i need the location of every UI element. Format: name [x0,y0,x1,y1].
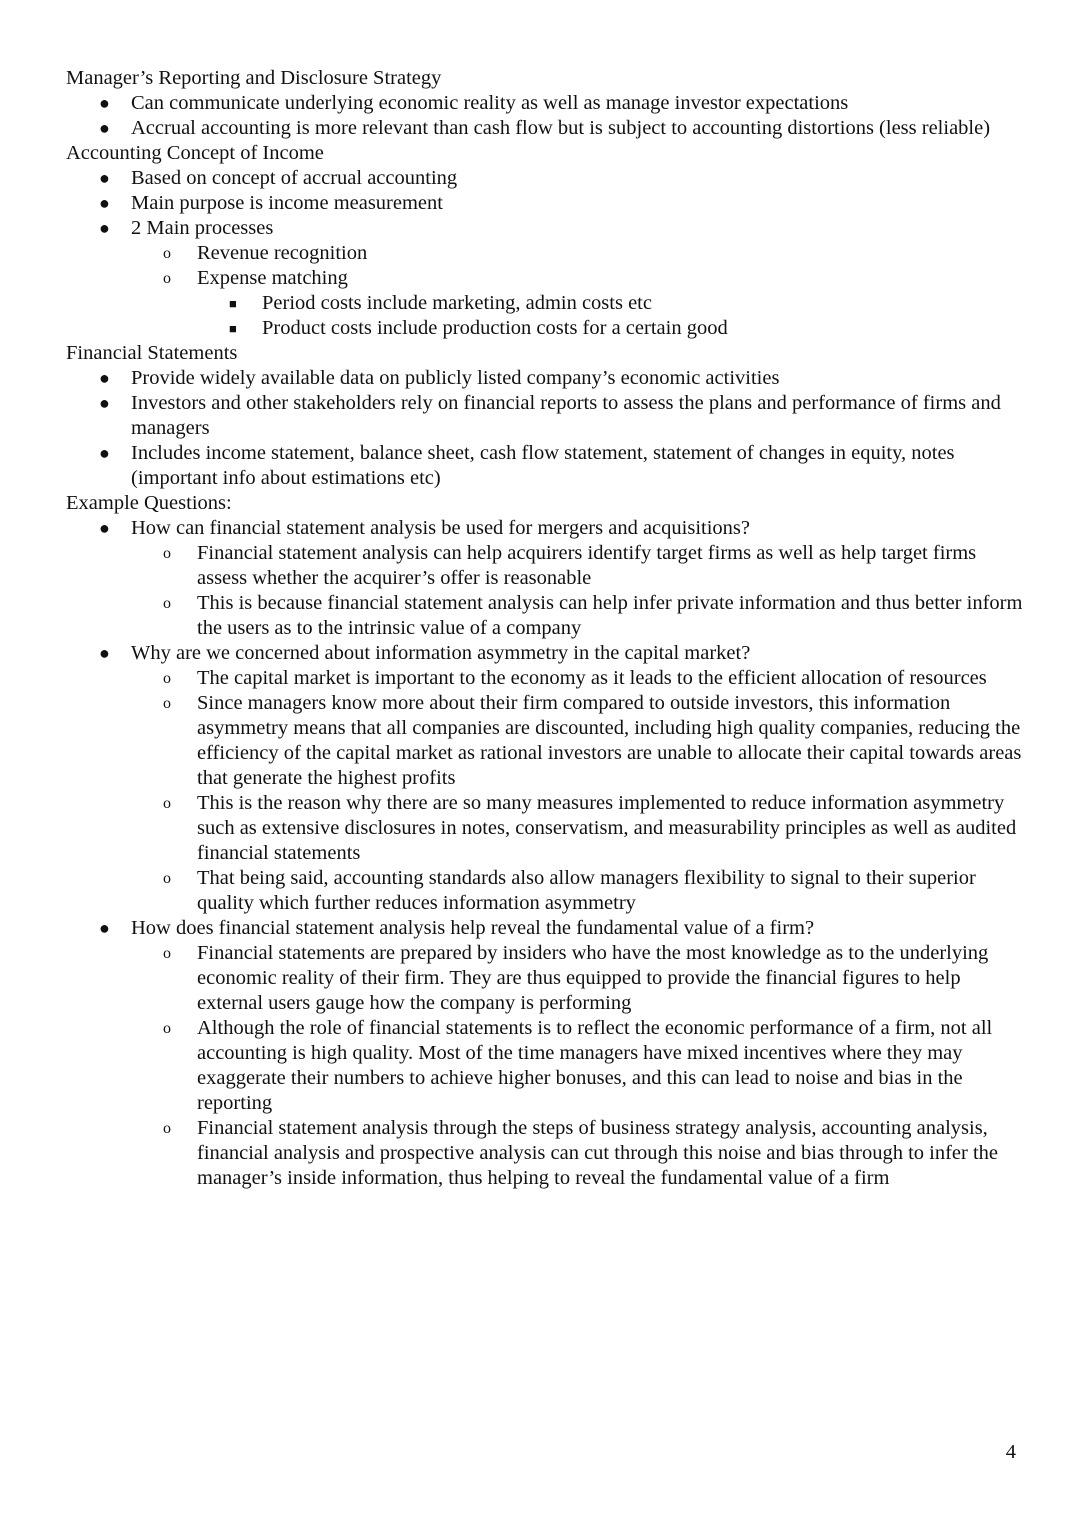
sub-list [131,241,1026,341]
list-item: ● Why are we concerned about information asymmetry in the capital market? o The capital market is important to the economy as it leads to the efficient allocation of resources o Since managers know more about their firm compared to outside investors, this information asymmetry means that all companies are discounted, including high quality companies, reducing the efficiency of the capital market as rational investors are unable to allocate their capital towards areas that generate the highest profits o This is the reason why there are so many measures implemented to reduce information asymmetry such as extensive disclosures in notes, conservatism, and measurability principles as well as audited financial statements o That being said, accounting standards also allow managers flexibility to signal to their superior quality which further reduces information asymmetry [66,641,1026,916]
sub-list-item: o Since managers know more about their firm compared to outside investors, this information asymmetry means that all companies are discounted, including high quality companies, reducing the efficiency of the capital market as rational investors are unable to allocate their capital towards areas that generate the highest profits [163,692,1022,789]
bullet-icon: ● [99,518,110,538]
list-item: ● Investors and other stakeholders rely on financial reports to assess the plans and performance of firms and managers [99,392,1001,439]
sub-list [131,666,1026,916]
section-financial-statements [66,341,1026,491]
list-item: ● How can financial statement analysis be used for mergers and acquisitions? o Financial statement analysis can help acquirers identify target firms as well as help target firms assess whether the acquirer’s offer is reasonable o This is because financial statement analysis can help infer private information and thus better inform the users as to the intrinsic value of a company [66,516,1026,641]
list-item: ● Includes income statement, balance sheet, cash flow statement, statement of changes in equity, notes (important info about estimations etc) [99,442,955,489]
list-item: ● How does financial statement analysis help reveal the fundamental value of a firm? o Financial statements are prepared by insiders who have the most knowledge as to the underlying economic reality of their firm. They are thus equipped to provide the financial figures to help external users gauge how the company is performing o Although the role of financial statements is to reflect the economic performance of a firm, not all accounting is high quality. Most of the time managers have mixed incentives where they may exaggerate their numbers to achieve higher bonuses, and this can lead to noise and bias in the reporting o Financial statement analysis through the steps of business strategy analysis, accounting analysis, financial analysis and prospective analysis can cut through this noise and bias through to infer the manager’s inside information, thus helping to reveal the fundamental value of a firm [66,916,1026,1191]
circle-bullet-icon: o [163,245,171,262]
sub-list-item: o Financial statements are prepared by insiders who have the most knowledge as to the underlying economic reality of their firm. They are thus equipped to provide the financial figures to help external users gauge how the company is performing [163,942,989,1014]
circle-bullet-icon: o [163,945,171,962]
list-item: ● Can communicate underlying economic reality as well as manage investor expectations [99,92,849,114]
section-example-questions [66,491,1026,1191]
section-reporting-disclosure [66,66,1026,141]
bullet-icon: ● [99,368,110,388]
bullet-icon: ● [99,643,110,663]
circle-bullet-icon: o [163,1120,171,1137]
circle-bullet-icon: o [163,545,171,562]
section-heading: Financial Statements [66,342,238,364]
circle-bullet-icon: o [163,670,171,687]
sub-list [131,541,1026,641]
sub-sub-list [197,291,1026,341]
sub-list-item: o The capital market is important to the economy as it leads to the efficient allocation of resources [163,667,987,689]
list-item: ● Accrual accounting is more relevant than cash flow but is subject to accounting distortions (less reliable) [99,117,991,139]
page-number: 4 [1005,1441,1016,1463]
bullet-icon: ● [99,193,110,213]
section-heading: Accounting Concept of Income [66,142,324,164]
bullet-icon: ● [99,218,110,238]
sub-list-item: o That being said, accounting standards also allow managers flexibility to signal to their superior quality which further reduces information asymmetry [163,867,976,914]
bullet-list [66,516,1026,1191]
bullet-icon: ● [99,918,110,938]
list-item: ● Based on concept of accrual accounting [99,167,458,189]
sub-sub-list-item: ■ Product costs include production costs for a certain good [229,317,728,339]
bullet-icon: ● [99,393,110,413]
list-item: ● 2 Main processes o Revenue recognition o Expense matching ■ Period costs include marketing, admin costs etc ■ Product costs include production costs for a certain good [66,216,1026,341]
circle-bullet-icon: o [163,595,171,612]
circle-bullet-icon: o [163,870,171,887]
bullet-list [66,91,1026,141]
bullet-icon: ● [99,118,110,138]
section-accounting-income [66,141,1026,341]
sub-list-item: o Revenue recognition [163,242,368,264]
bullet-icon: ● [99,443,110,463]
sub-list-item: o Financial statement analysis through the steps of business strategy analysis, accounting analysis, financial analysis and prospective analysis can cut through this noise and bias through to infer the manager’s inside information, thus helping to reveal the fundamental value of a firm [163,1117,999,1189]
document-body [66,66,1026,1191]
bullet-icon: ● [99,168,110,188]
list-item: ● Provide widely available data on publicly listed company’s economic activities [99,367,780,389]
sub-list-item: o Financial statement analysis can help acquirers identify target firms as well as help target firms assess whether the acquirer’s offer is reasonable [163,542,977,589]
square-bullet-icon: ■ [229,296,237,311]
circle-bullet-icon: o [163,695,171,712]
circle-bullet-icon: o [163,270,171,287]
sub-list [131,941,1026,1191]
sub-sub-list-item: ■ Period costs include marketing, admin costs etc [229,292,652,314]
section-heading: Manager’s Reporting and Disclosure Strategy [66,67,442,89]
bullet-list [66,366,1026,491]
sub-list-item: o Although the role of financial statements is to reflect the economic performance of a firm, not all accounting is high quality. Most of the time managers have mixed incentives where they may exaggerate their numbers to achieve higher bonuses, and this can lead to noise and bias in the reporting [163,1017,993,1114]
bullet-icon: ● [99,93,110,113]
circle-bullet-icon: o [163,1020,171,1037]
section-heading: Example Questions: [66,492,232,514]
square-bullet-icon: ■ [229,321,237,336]
list-item: ● Main purpose is income measurement [99,192,443,214]
sub-list-item: o This is because financial statement analysis can help infer private information and thus better inform the users as to the intrinsic value of a company [163,592,1023,639]
bullet-list [66,166,1026,341]
circle-bullet-icon: o [163,795,171,812]
sub-list-item: o This is the reason why there are so many measures implemented to reduce information asymmetry such as extensive disclosures in notes, conservatism, and measurability principles as well as audited financial statements [163,792,1017,864]
sub-list-item: o Expense matching ■ Period costs include marketing, admin costs etc ■ Product costs include production costs for a certain good [131,266,1026,341]
